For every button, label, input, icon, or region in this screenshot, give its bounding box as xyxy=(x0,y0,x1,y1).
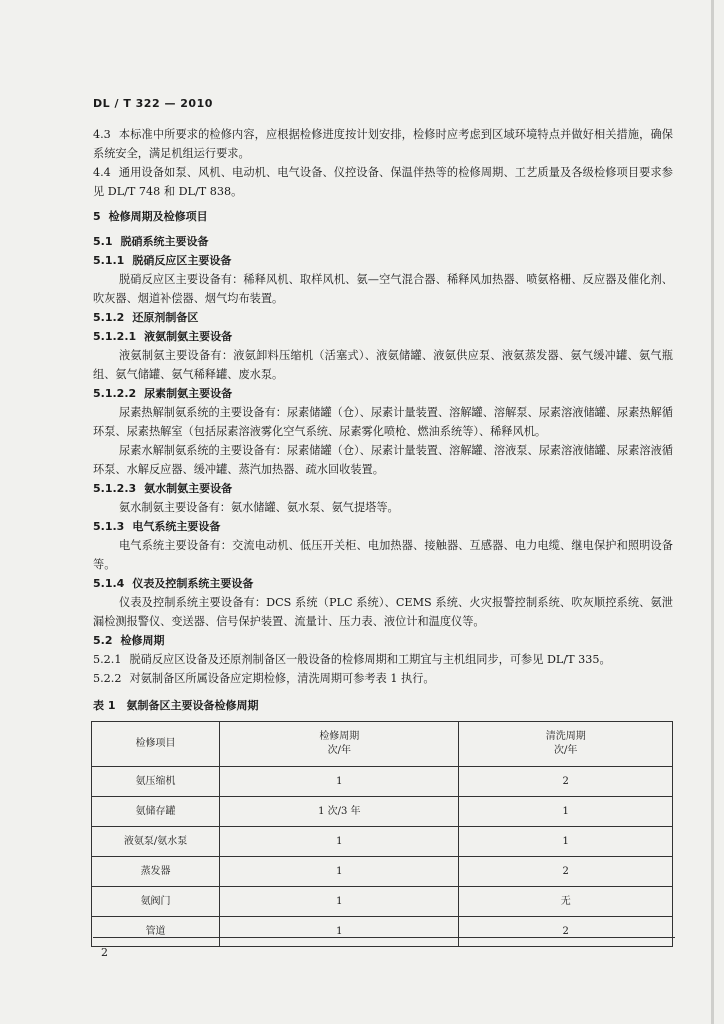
section-5-1-2-2-heading: 5.1.2.2 尿素制氨主要设备 xyxy=(93,387,233,400)
section-5-1-3-heading: 5.1.3 电气系统主要设备 xyxy=(93,520,221,533)
clause-4-4: 4.4 通用设备如泵、风机、电动机、电气设备、仪控设备、保温伴热等的检修周期、工艺质量及各级检修项目要求参见 DL/T 748 和 DL/T 838。 xyxy=(93,166,673,198)
cell-item: 氨储存罐 xyxy=(92,797,220,827)
cell-item: 蒸发器 xyxy=(92,857,220,887)
section-5-2-heading: 5.2 检修周期 xyxy=(93,634,165,647)
section-5-1-4-heading: 5.1.4 仪表及控制系统主要设备 xyxy=(93,577,254,590)
section-5-1-3-text: 电气系统主要设备有：交流电动机、低压开关柜、电加热器、接触器、互感器、电力电缆、继电保护和照明设备等。 xyxy=(93,539,673,571)
section-5-1-2-heading: 5.1.2 还原剂制备区 xyxy=(93,311,199,324)
clause-5-2-1: 5.2.1 脱硝反应区设备及还原剂制备区一般设备的检修周期和工期宜与主机组同步，可参见 DL/T 335。 xyxy=(93,653,611,666)
scan-edge xyxy=(711,0,714,1024)
header-maintenance-cycle: 检修周期 次/年 xyxy=(220,722,459,767)
section-5-1-2-2-text-2: 尿素水解制氨系统的主要设备有：尿素储罐（仓）、尿素计量装置、溶解罐、溶液泵、尿素溶液储罐、尿素溶液循环泵、水解反应器、缓冲罐、蒸汽加热器、疏水回收装置。 xyxy=(93,444,673,476)
table-row xyxy=(92,767,673,797)
cell-maintenance: 1 xyxy=(220,827,459,857)
section-5-1-2-2-text-1: 尿素热解制氨系统的主要设备有：尿素储罐（仓）、尿素计量装置、溶解罐、溶解泵、尿素溶液储罐、尿素热解循环泵、尿素热解室（包括尿素溶液雾化空气系统、尿素雾化喷枪、燃油系统等）、稀释风机。 xyxy=(93,406,673,438)
section-5-1-2-3-text: 氨水制氨主要设备有：氨水储罐、氨水泵、氨气提塔等。 xyxy=(119,501,399,514)
section-5-1-1-text: 脱硝反应区主要设备有：稀释风机、取样风机、氨—空气混合器、稀释风加热器、喷氨格栅、反应器及催化剂、吹灰器、烟道补偿器、烟气均布装置。 xyxy=(93,273,673,305)
section-5-heading: 5 检修周期及检修项目 xyxy=(93,210,208,223)
cell-item: 液氨泵/氨水泵 xyxy=(92,827,220,857)
cell-item: 氨阀门 xyxy=(92,887,220,917)
footer-divider xyxy=(93,937,675,938)
section-5-1-2-1-heading: 5.1.2.1 液氨制氨主要设备 xyxy=(93,330,233,343)
cell-cleaning: 2 xyxy=(459,767,673,797)
header-item: 检修项目 xyxy=(92,722,220,767)
cell-cleaning: 2 xyxy=(459,857,673,887)
table-row xyxy=(92,887,673,917)
table-row xyxy=(92,797,673,827)
cell-item: 管道 xyxy=(92,917,220,947)
section-5-1-2-3-heading: 5.1.2.3 氨水制氨主要设备 xyxy=(93,482,233,495)
cell-maintenance: 1 xyxy=(220,857,459,887)
table-row xyxy=(92,857,673,887)
cell-maintenance: 1 次/3 年 xyxy=(220,797,459,827)
cell-cleaning: 1 xyxy=(459,797,673,827)
section-5-1-heading: 5.1 脱硝系统主要设备 xyxy=(93,235,209,248)
section-5-1-2-1-text: 液氨制氨主要设备有：液氨卸料压缩机（活塞式）、液氨储罐、液氨供应泵、液氨蒸发器、氨气缓冲罐、氨气瓶组、氨气储罐、氨气稀释罐、废水泵。 xyxy=(93,349,673,381)
table-row xyxy=(92,917,673,947)
page-header: DL / T 322 — 2010 xyxy=(93,97,213,110)
page-content xyxy=(93,125,673,947)
table-row xyxy=(92,827,673,857)
cell-maintenance: 1 xyxy=(220,917,459,947)
cell-cleaning: 无 xyxy=(459,887,673,917)
cell-item: 氨压缩机 xyxy=(92,767,220,797)
cell-maintenance: 1 xyxy=(220,887,459,917)
maintenance-cycle-table xyxy=(91,721,673,947)
cell-cleaning: 2 xyxy=(459,917,673,947)
section-5-1-4-text: 仪表及控制系统主要设备有：DCS 系统（PLC 系统）、CEMS 系统、火灾报警控制系统、吹灰顺控系统、氨泄漏检测报警仪、变送器、信号保护装置、流量计、压力表、液位计和温度仪等。 xyxy=(93,596,673,628)
clause-4-3: 4.3 本标准中所要求的检修内容，应根据检修进度按计划安排，检修时应考虑到区域环境特点并做好相关措施，确保系统安全，满足机组运行要求。 xyxy=(93,128,673,160)
clause-5-2-2: 5.2.2 对氨制备区所属设备应定期检修，清洗周期可参考表 1 执行。 xyxy=(93,672,435,685)
cell-maintenance: 1 xyxy=(220,767,459,797)
page-number: 2 xyxy=(101,946,108,959)
table-header-row xyxy=(92,722,673,767)
cell-cleaning: 1 xyxy=(459,827,673,857)
header-cleaning-cycle: 清洗周期 次/年 xyxy=(459,722,673,767)
table-1-title: 表 1 氨制备区主要设备检修周期 xyxy=(93,699,259,712)
section-5-1-1-heading: 5.1.1 脱硝反应区主要设备 xyxy=(93,254,232,267)
